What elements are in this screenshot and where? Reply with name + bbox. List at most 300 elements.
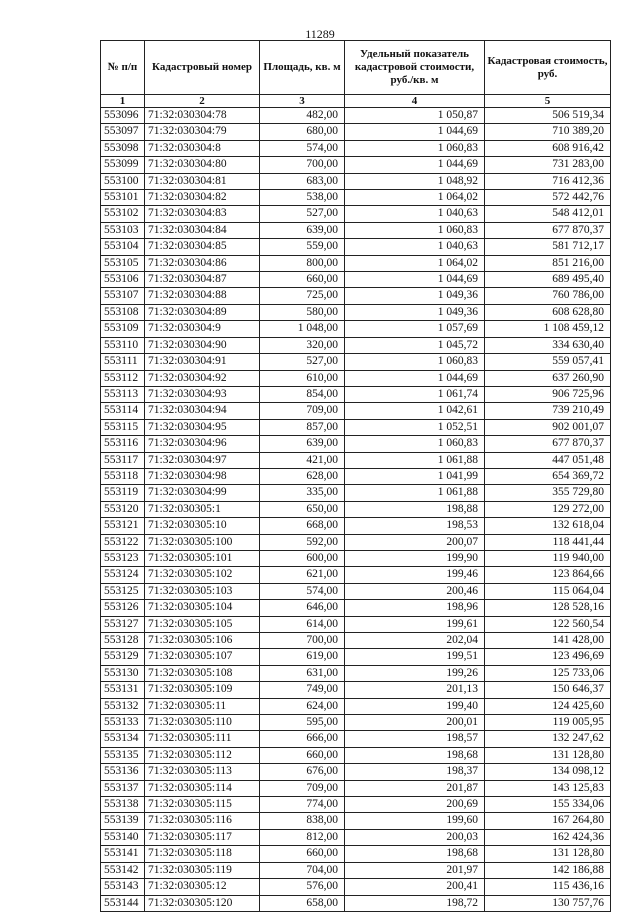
row-number-cell: 553123: [101, 550, 145, 566]
cadastral-number-cell: 71:32:030304:8: [145, 140, 260, 156]
area-cell: 749,00: [260, 682, 345, 698]
area-cell: 704,00: [260, 862, 345, 878]
cadastral-number-cell: 71:32:030305:113: [145, 764, 260, 780]
area-cell: 646,00: [260, 600, 345, 616]
cadastral-value-table: [100, 40, 611, 912]
specific-value-cell: 1 044,69: [345, 157, 485, 173]
cadastral-value-cell: 608 628,80: [485, 304, 611, 320]
row-number-cell: 553102: [101, 206, 145, 222]
table-row: [101, 272, 611, 288]
table-row: [101, 797, 611, 813]
row-number-cell: 553112: [101, 370, 145, 386]
cadastral-value-cell: 548 412,01: [485, 206, 611, 222]
column-number: 3: [260, 95, 345, 108]
specific-value-cell: 200,07: [345, 534, 485, 550]
cadastral-value-cell: 677 870,37: [485, 222, 611, 238]
cadastral-value-cell: 559 057,41: [485, 354, 611, 370]
row-number-cell: 553126: [101, 600, 145, 616]
table-header-row: [101, 41, 611, 95]
cadastral-number-cell: 71:32:030304:88: [145, 288, 260, 304]
cadastral-number-cell: 71:32:030304:84: [145, 222, 260, 238]
row-number-cell: 553111: [101, 354, 145, 370]
specific-value-cell: 200,69: [345, 797, 485, 813]
cadastral-value-cell: 637 260,90: [485, 370, 611, 386]
specific-value-cell: 1 049,36: [345, 288, 485, 304]
table-row: [101, 436, 611, 452]
specific-value-cell: 201,13: [345, 682, 485, 698]
table-row: [101, 879, 611, 895]
cadastral-value-cell: 906 725,96: [485, 386, 611, 402]
cadastral-number-cell: 71:32:030305:104: [145, 600, 260, 616]
cadastral-value-cell: 677 870,37: [485, 436, 611, 452]
area-cell: 619,00: [260, 649, 345, 665]
cadastral-number-cell: 71:32:030304:89: [145, 304, 260, 320]
specific-value-cell: 200,03: [345, 829, 485, 845]
cadastral-value-cell: 119 940,00: [485, 550, 611, 566]
row-number-cell: 553142: [101, 862, 145, 878]
table-row: [101, 206, 611, 222]
area-cell: 631,00: [260, 665, 345, 681]
area-cell: 812,00: [260, 829, 345, 845]
area-cell: 658,00: [260, 895, 345, 911]
table-row: [101, 813, 611, 829]
specific-value-cell: 199,26: [345, 665, 485, 681]
table-row: [101, 304, 611, 320]
table-row: [101, 895, 611, 911]
area-cell: 592,00: [260, 534, 345, 550]
column-number: 5: [485, 95, 611, 108]
cadastral-number-cell: 71:32:030305:109: [145, 682, 260, 698]
table-row: [101, 747, 611, 763]
area-cell: 639,00: [260, 436, 345, 452]
cadastral-value-cell: 123 496,69: [485, 649, 611, 665]
row-number-cell: 553143: [101, 879, 145, 895]
cadastral-number-cell: 71:32:030305:112: [145, 747, 260, 763]
table-row: [101, 239, 611, 255]
specific-value-cell: 1 045,72: [345, 337, 485, 353]
row-number-cell: 553115: [101, 419, 145, 435]
row-number-cell: 553121: [101, 518, 145, 534]
area-cell: 624,00: [260, 698, 345, 714]
cadastral-number-cell: 71:32:030304:86: [145, 255, 260, 271]
cadastral-value-cell: 119 005,95: [485, 715, 611, 731]
area-cell: 660,00: [260, 747, 345, 763]
cadastral-number-cell: 71:32:030304:91: [145, 354, 260, 370]
table-body: [101, 108, 611, 912]
cadastral-value-cell: 132 247,62: [485, 731, 611, 747]
row-number-cell: 553122: [101, 534, 145, 550]
cadastral-number-cell: 71:32:030304:94: [145, 403, 260, 419]
cadastral-number-cell: 71:32:030305:1: [145, 501, 260, 517]
area-cell: 576,00: [260, 879, 345, 895]
table-row: [101, 419, 611, 435]
row-number-cell: 553140: [101, 829, 145, 845]
cadastral-number-cell: 71:32:030304:87: [145, 272, 260, 288]
specific-value-cell: 201,97: [345, 862, 485, 878]
table-row: [101, 583, 611, 599]
specific-value-cell: 199,60: [345, 813, 485, 829]
specific-value-cell: 1 064,02: [345, 190, 485, 206]
specific-value-cell: 198,68: [345, 846, 485, 862]
row-number-cell: 553128: [101, 633, 145, 649]
cadastral-value-cell: 124 425,60: [485, 698, 611, 714]
area-cell: 1 048,00: [260, 321, 345, 337]
row-number-cell: 553114: [101, 403, 145, 419]
cadastral-number-cell: 71:32:030305:100: [145, 534, 260, 550]
area-cell: 527,00: [260, 354, 345, 370]
header-cadastral-value: Кадастровая стоимость, руб.: [485, 41, 611, 95]
row-number-cell: 553108: [101, 304, 145, 320]
cadastral-value-cell: 334 630,40: [485, 337, 611, 353]
table-row: [101, 633, 611, 649]
table-row: [101, 649, 611, 665]
row-number-cell: 553104: [101, 239, 145, 255]
row-number-cell: 553135: [101, 747, 145, 763]
table-row: [101, 157, 611, 173]
cadastral-value-cell: 654 369,72: [485, 468, 611, 484]
specific-value-cell: 199,40: [345, 698, 485, 714]
cadastral-value-cell: 131 128,80: [485, 846, 611, 862]
specific-value-cell: 1 060,83: [345, 354, 485, 370]
table-row: [101, 715, 611, 731]
area-cell: 683,00: [260, 173, 345, 189]
row-number-cell: 553137: [101, 780, 145, 796]
specific-value-cell: 1 060,83: [345, 222, 485, 238]
table-row: [101, 485, 611, 501]
cadastral-value-cell: 716 412,36: [485, 173, 611, 189]
cadastral-value-cell: 115 064,04: [485, 583, 611, 599]
row-number-cell: 553118: [101, 468, 145, 484]
area-cell: 574,00: [260, 583, 345, 599]
area-cell: 676,00: [260, 764, 345, 780]
cadastral-value-cell: 167 264,80: [485, 813, 611, 829]
row-number-cell: 553124: [101, 567, 145, 583]
table-row: [101, 321, 611, 337]
specific-value-cell: 1 041,99: [345, 468, 485, 484]
specific-value-cell: 1 061,88: [345, 485, 485, 501]
table-row: [101, 222, 611, 238]
cadastral-value-cell: 142 186,88: [485, 862, 611, 878]
area-cell: 527,00: [260, 206, 345, 222]
table-row: [101, 600, 611, 616]
area-cell: 668,00: [260, 518, 345, 534]
row-number-cell: 553141: [101, 846, 145, 862]
cadastral-number-cell: 71:32:030305:110: [145, 715, 260, 731]
row-number-cell: 553134: [101, 731, 145, 747]
cadastral-number-cell: 71:32:030305:12: [145, 879, 260, 895]
specific-value-cell: 198,68: [345, 747, 485, 763]
specific-value-cell: 1 042,61: [345, 403, 485, 419]
table-row: [101, 682, 611, 698]
row-number-cell: 553116: [101, 436, 145, 452]
specific-value-cell: 202,04: [345, 633, 485, 649]
specific-value-cell: 198,53: [345, 518, 485, 534]
cadastral-number-cell: 71:32:030305:116: [145, 813, 260, 829]
row-number-cell: 553106: [101, 272, 145, 288]
cadastral-number-cell: 71:32:030304:85: [145, 239, 260, 255]
area-cell: 857,00: [260, 419, 345, 435]
cadastral-value-cell: 125 733,06: [485, 665, 611, 681]
header-specific-value: Удельный показатель кадастровой стоимости, руб./кв. м: [345, 41, 485, 95]
row-number-cell: 553130: [101, 665, 145, 681]
table-row: [101, 452, 611, 468]
specific-value-cell: 200,41: [345, 879, 485, 895]
table-row: [101, 829, 611, 845]
area-cell: 538,00: [260, 190, 345, 206]
area-cell: 660,00: [260, 272, 345, 288]
row-number-cell: 553098: [101, 140, 145, 156]
row-number-cell: 553103: [101, 222, 145, 238]
table-row: [101, 731, 611, 747]
specific-value-cell: 198,57: [345, 731, 485, 747]
cadastral-number-cell: 71:32:030305:120: [145, 895, 260, 911]
table-row: [101, 501, 611, 517]
cadastral-value-cell: 162 424,36: [485, 829, 611, 845]
table-row: [101, 403, 611, 419]
header-row-number: № п/п: [101, 41, 145, 95]
cadastral-number-cell: 71:32:030304:79: [145, 124, 260, 140]
cadastral-value-cell: 128 528,16: [485, 600, 611, 616]
row-number-cell: 553133: [101, 715, 145, 731]
table-row: [101, 567, 611, 583]
specific-value-cell: 199,90: [345, 550, 485, 566]
row-number-cell: 553127: [101, 616, 145, 632]
table-row: [101, 534, 611, 550]
area-cell: 725,00: [260, 288, 345, 304]
area-cell: 700,00: [260, 633, 345, 649]
specific-value-cell: 199,46: [345, 567, 485, 583]
cadastral-number-cell: 71:32:030304:97: [145, 452, 260, 468]
row-number-cell: 553117: [101, 452, 145, 468]
specific-value-cell: 1 061,88: [345, 452, 485, 468]
cadastral-number-cell: 71:32:030305:11: [145, 698, 260, 714]
row-number-cell: 553105: [101, 255, 145, 271]
cadastral-value-cell: 118 441,44: [485, 534, 611, 550]
row-number-cell: 553097: [101, 124, 145, 140]
cadastral-value-cell: 155 334,06: [485, 797, 611, 813]
row-number-cell: 553138: [101, 797, 145, 813]
cadastral-number-cell: 71:32:030305:114: [145, 780, 260, 796]
cadastral-value-cell: 902 001,07: [485, 419, 611, 435]
area-cell: 559,00: [260, 239, 345, 255]
cadastral-number-cell: 71:32:030304:83: [145, 206, 260, 222]
cadastral-value-cell: 506 519,34: [485, 108, 611, 124]
area-cell: 774,00: [260, 797, 345, 813]
cadastral-number-cell: 71:32:030305:108: [145, 665, 260, 681]
row-number-cell: 553110: [101, 337, 145, 353]
cadastral-value-cell: 122 560,54: [485, 616, 611, 632]
cadastral-value-cell: 355 729,80: [485, 485, 611, 501]
cadastral-value-cell: 689 495,40: [485, 272, 611, 288]
header-cadastral-number: Кадастровый номер: [145, 41, 260, 95]
table-row: [101, 468, 611, 484]
specific-value-cell: 1 044,69: [345, 370, 485, 386]
specific-value-cell: 198,88: [345, 501, 485, 517]
specific-value-cell: 1 061,74: [345, 386, 485, 402]
cadastral-number-cell: 71:32:030305:102: [145, 567, 260, 583]
row-number-cell: 553120: [101, 501, 145, 517]
table-row: [101, 846, 611, 862]
cadastral-value-cell: 141 428,00: [485, 633, 611, 649]
cadastral-number-cell: 71:32:030304:95: [145, 419, 260, 435]
cadastral-number-cell: 71:32:030304:92: [145, 370, 260, 386]
area-cell: 700,00: [260, 157, 345, 173]
area-cell: 482,00: [260, 108, 345, 124]
row-number-cell: 553119: [101, 485, 145, 501]
cadastral-number-cell: 71:32:030305:101: [145, 550, 260, 566]
area-cell: 650,00: [260, 501, 345, 517]
table-row: [101, 698, 611, 714]
row-number-cell: 553144: [101, 895, 145, 911]
area-cell: 595,00: [260, 715, 345, 731]
cadastral-value-cell: 447 051,48: [485, 452, 611, 468]
area-cell: 639,00: [260, 222, 345, 238]
area-cell: 621,00: [260, 567, 345, 583]
table-row: [101, 124, 611, 140]
specific-value-cell: 198,72: [345, 895, 485, 911]
cadastral-value-cell: 851 216,00: [485, 255, 611, 271]
cadastral-value-cell: 760 786,00: [485, 288, 611, 304]
cadastral-value-cell: 123 864,66: [485, 567, 611, 583]
cadastral-value-cell: 572 442,76: [485, 190, 611, 206]
cadastral-value-cell: 739 210,49: [485, 403, 611, 419]
area-cell: 580,00: [260, 304, 345, 320]
cadastral-number-cell: 71:32:030305:107: [145, 649, 260, 665]
cadastral-number-cell: 71:32:030305:118: [145, 846, 260, 862]
table-row: [101, 255, 611, 271]
page-number: 11289: [305, 27, 335, 41]
row-number-cell: 553101: [101, 190, 145, 206]
cadastral-value-cell: 143 125,83: [485, 780, 611, 796]
table-row: [101, 862, 611, 878]
specific-value-cell: 200,01: [345, 715, 485, 731]
specific-value-cell: 1 064,02: [345, 255, 485, 271]
table-row: [101, 550, 611, 566]
row-number-cell: 553100: [101, 173, 145, 189]
area-cell: 320,00: [260, 337, 345, 353]
specific-value-cell: 1 044,69: [345, 124, 485, 140]
table-row: [101, 518, 611, 534]
cadastral-value-cell: 608 916,42: [485, 140, 611, 156]
cadastral-value-cell: 131 128,80: [485, 747, 611, 763]
cadastral-number-cell: 71:32:030304:81: [145, 173, 260, 189]
row-number-cell: 553096: [101, 108, 145, 124]
area-cell: 854,00: [260, 386, 345, 402]
cadastral-number-cell: 71:32:030305:111: [145, 731, 260, 747]
cadastral-number-cell: 71:32:030305:10: [145, 518, 260, 534]
cadastral-number-cell: 71:32:030305:117: [145, 829, 260, 845]
specific-value-cell: 1 040,63: [345, 206, 485, 222]
table-row: [101, 337, 611, 353]
row-number-cell: 553129: [101, 649, 145, 665]
cadastral-number-cell: 71:32:030304:96: [145, 436, 260, 452]
specific-value-cell: 199,51: [345, 649, 485, 665]
header-area: Площадь, кв. м: [260, 41, 345, 95]
cadastral-value-cell: 132 618,04: [485, 518, 611, 534]
cadastral-value-cell: 115 436,16: [485, 879, 611, 895]
cadastral-value-cell: 1 108 459,12: [485, 321, 611, 337]
area-cell: 660,00: [260, 846, 345, 862]
area-cell: 614,00: [260, 616, 345, 632]
cadastral-number-cell: 71:32:030305:106: [145, 633, 260, 649]
table-row: [101, 764, 611, 780]
row-number-cell: 553132: [101, 698, 145, 714]
area-cell: 610,00: [260, 370, 345, 386]
row-number-cell: 553099: [101, 157, 145, 173]
cadastral-value-cell: 150 646,37: [485, 682, 611, 698]
specific-value-cell: 198,37: [345, 764, 485, 780]
cadastral-number-cell: 71:32:030305:115: [145, 797, 260, 813]
specific-value-cell: 1 060,83: [345, 436, 485, 452]
cadastral-value-cell: 129 272,00: [485, 501, 611, 517]
table-row: [101, 173, 611, 189]
cadastral-number-cell: 71:32:030304:82: [145, 190, 260, 206]
specific-value-cell: 198,96: [345, 600, 485, 616]
specific-value-cell: 1 057,69: [345, 321, 485, 337]
area-cell: 800,00: [260, 255, 345, 271]
specific-value-cell: 199,61: [345, 616, 485, 632]
table-column-number-row: [101, 95, 611, 108]
table-row: [101, 386, 611, 402]
cadastral-number-cell: 71:32:030305:105: [145, 616, 260, 632]
area-cell: 574,00: [260, 140, 345, 156]
area-cell: 666,00: [260, 731, 345, 747]
column-number: 4: [345, 95, 485, 108]
cadastral-value-cell: 134 098,12: [485, 764, 611, 780]
table-row: [101, 616, 611, 632]
column-number: 2: [145, 95, 260, 108]
cadastral-value-cell: 581 712,17: [485, 239, 611, 255]
table-row: [101, 108, 611, 124]
specific-value-cell: 1 044,69: [345, 272, 485, 288]
specific-value-cell: 1 049,36: [345, 304, 485, 320]
specific-value-cell: 1 048,92: [345, 173, 485, 189]
area-cell: 628,00: [260, 468, 345, 484]
cadastral-number-cell: 71:32:030305:103: [145, 583, 260, 599]
row-number-cell: 553109: [101, 321, 145, 337]
row-number-cell: 553107: [101, 288, 145, 304]
cadastral-number-cell: 71:32:030304:99: [145, 485, 260, 501]
row-number-cell: 553131: [101, 682, 145, 698]
table-row: [101, 354, 611, 370]
area-cell: 709,00: [260, 403, 345, 419]
row-number-cell: 553113: [101, 386, 145, 402]
cadastral-value-cell: 731 283,00: [485, 157, 611, 173]
row-number-cell: 553136: [101, 764, 145, 780]
specific-value-cell: 1 050,87: [345, 108, 485, 124]
cadastral-number-cell: 71:32:030304:93: [145, 386, 260, 402]
area-cell: 600,00: [260, 550, 345, 566]
row-number-cell: 553139: [101, 813, 145, 829]
table-row: [101, 190, 611, 206]
column-number: 1: [101, 95, 145, 108]
table-row: [101, 140, 611, 156]
table-row: [101, 780, 611, 796]
area-cell: 421,00: [260, 452, 345, 468]
area-cell: 709,00: [260, 780, 345, 796]
cadastral-number-cell: 71:32:030304:90: [145, 337, 260, 353]
row-number-cell: 553125: [101, 583, 145, 599]
cadastral-number-cell: 71:32:030304:9: [145, 321, 260, 337]
cadastral-value-cell: 710 389,20: [485, 124, 611, 140]
specific-value-cell: 200,46: [345, 583, 485, 599]
area-cell: 680,00: [260, 124, 345, 140]
cadastral-number-cell: 71:32:030304:98: [145, 468, 260, 484]
specific-value-cell: 1 052,51: [345, 419, 485, 435]
table-row: [101, 665, 611, 681]
cadastral-number-cell: 71:32:030304:80: [145, 157, 260, 173]
table-row: [101, 288, 611, 304]
